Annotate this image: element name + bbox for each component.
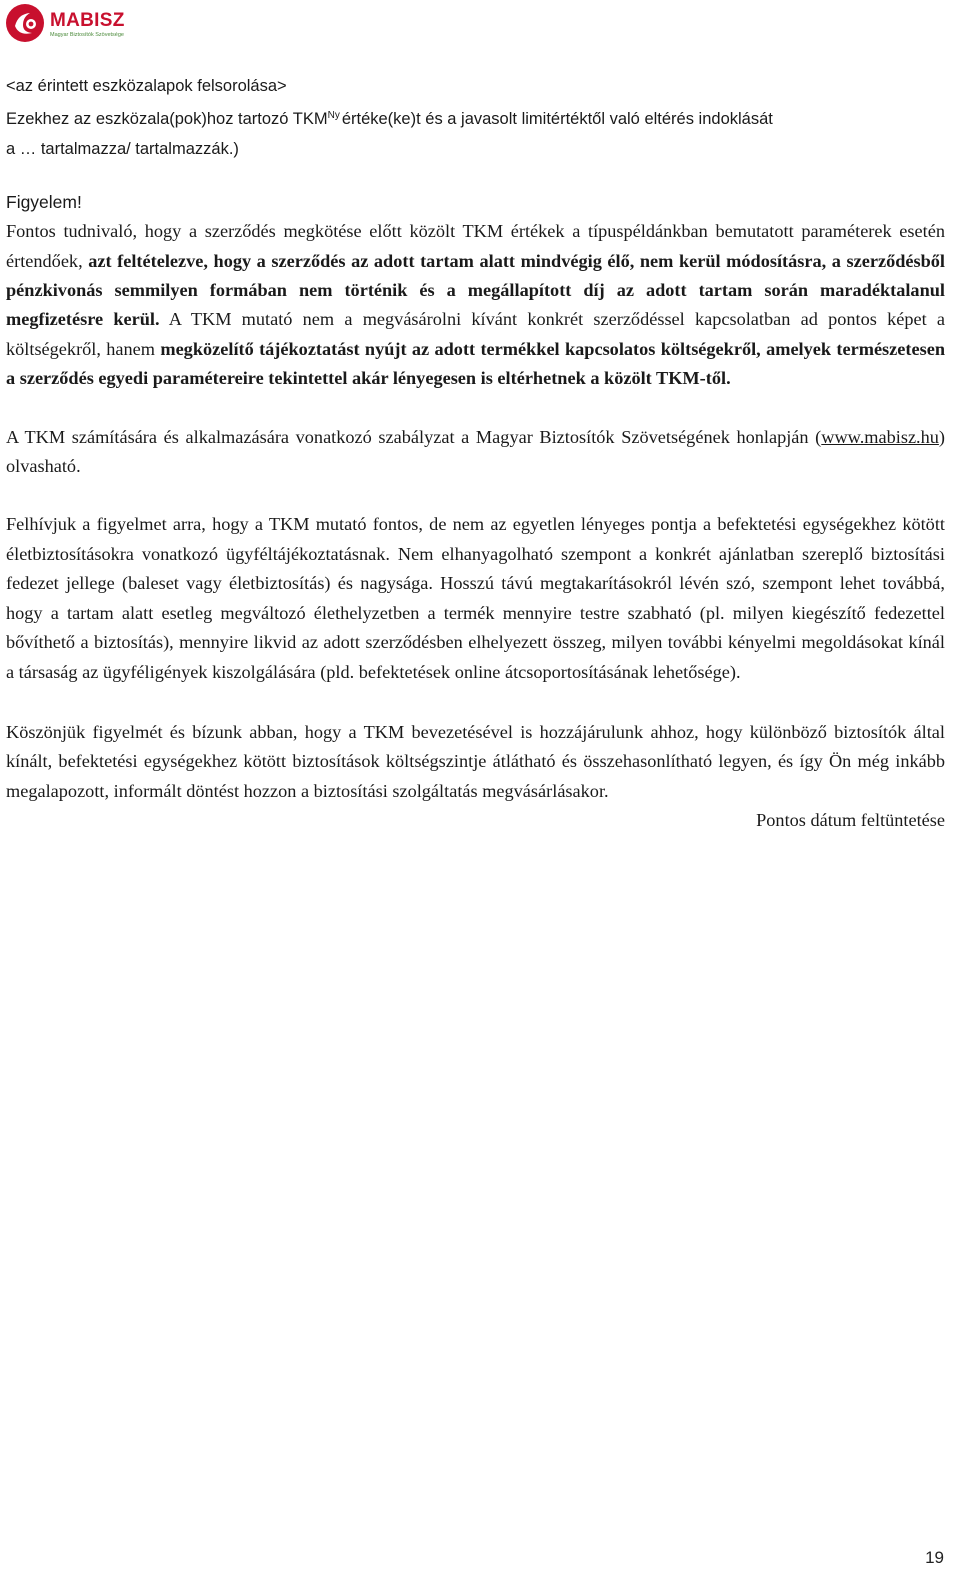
rules-paragraph: [6, 423, 945, 482]
mabisz-logo-icon: [4, 2, 46, 44]
page-number: 19: [925, 1548, 944, 1567]
thanks-paragraph: Köszönjük figyelmét és bízunk abban, hogy a TKM bevezetésével is hozzájárulunk ahhoz, hogy különböző biztosítók által kínált, befektetési egységekhez kötött biztosítások költségszintje átlátható és összehasonlítható legyen, és így Ön még inkább megalapozott, informált döntést hozzon a biztosítási szolgáltatás megvásárlásakor.: [6, 721, 945, 801]
attention-paragraph: Felhívjuk a figyelmet arra, hogy a TKM mutató fontos, de nem az egyetlen lényeges pontja a befektetési egységekhez kötött életbiztosításokra vonatkozó ügyféltájékoztatásnak. Nem elhanyagolható szempont a konkrét ajánlatban szereplő biztosítási fedezet jellege (baleset vagy életbiztosítás) és nagysága. Hosszú távú megtakarításokról lévén szó, szempont lehet továbbá, hogy a tartam alatt esetleg megváltozó élethelyzetben a termék mennyire testre szabható (pl. milyen kiegészítő fedezettel bővíthető a biztosítás), mennyire likvid az adott szerződésben elhelyezett összeg, milyen további kényelmi megoldásokat kínál a társaság az ügyféligények kiszolgálására (pld. befektetések online átcsoportosításának lehetősége).: [6, 514, 945, 682]
ny-superscript: Ny: [327, 110, 340, 122]
intro-block: [6, 72, 945, 164]
warning-heading: Figyelem!: [6, 192, 82, 213]
intro-line-3: a … tartalmazza/ tartalmazzák.): [6, 139, 239, 158]
intro-line-2: [6, 101, 945, 134]
logo-subtitle: Magyar Biztosítók Szövetsége: [50, 32, 124, 38]
mabisz-link[interactable]: www.mabisz.hu: [821, 426, 939, 447]
warning-text-1: Fontos tudnivaló, hogy a szerződés megkötése előtt közölt TKM értékek a típuspéldánkban bemutatott paraméterek esetén értendőek,: [6, 221, 945, 271]
warning-paragraph: [6, 217, 945, 393]
intro-text-a: Ezekhez az eszközala(pok)hoz tartozó TKM: [6, 110, 328, 129]
mabisz-logo: [4, 2, 134, 46]
logo-wordmark: MABISZ: [50, 10, 125, 31]
warning-bold-1: azt feltételezve, hogy a szerződés az adott tartam alatt mindvégig élő, nem kerül módosításra, a szerződésből pénzkivonás semmilyen formában nem történik és a megállapított díj az adott tartam során maradéktalanul megfizetésre kerül.: [6, 250, 945, 330]
date-placeholder: Pontos dátum feltüntetése: [756, 810, 945, 831]
asset-list-placeholder: <az érintett eszközalapok felsorolása>: [6, 77, 287, 95]
rules-text-before: A TKM számítására és alkalmazására vonatkozó szabályzat a Magyar Biztosítók Szövetségének honlapján (: [6, 426, 822, 447]
warning-bold-2: megközelítő tájékoztatást nyújt az adott termékkel kapcsolatos költségekről, amelyek természetesen a szerződés egyedi paramétereire tekintettel akár lényegesen is eltérhetnek a közölt TKM-től.: [6, 338, 945, 389]
warning-text-2: A TKM mutató nem a megvásárolni kívánt konkrét szerződéssel kapcsolatban ad pontos képet a költségekről, hanem: [6, 309, 945, 359]
rules-text-after: ) olvasható.: [6, 426, 945, 477]
document-body: [6, 72, 945, 836]
intro-text-b: értéke(ke)t és a javasolt limitértéktől való eltérés indoklását: [341, 110, 773, 129]
